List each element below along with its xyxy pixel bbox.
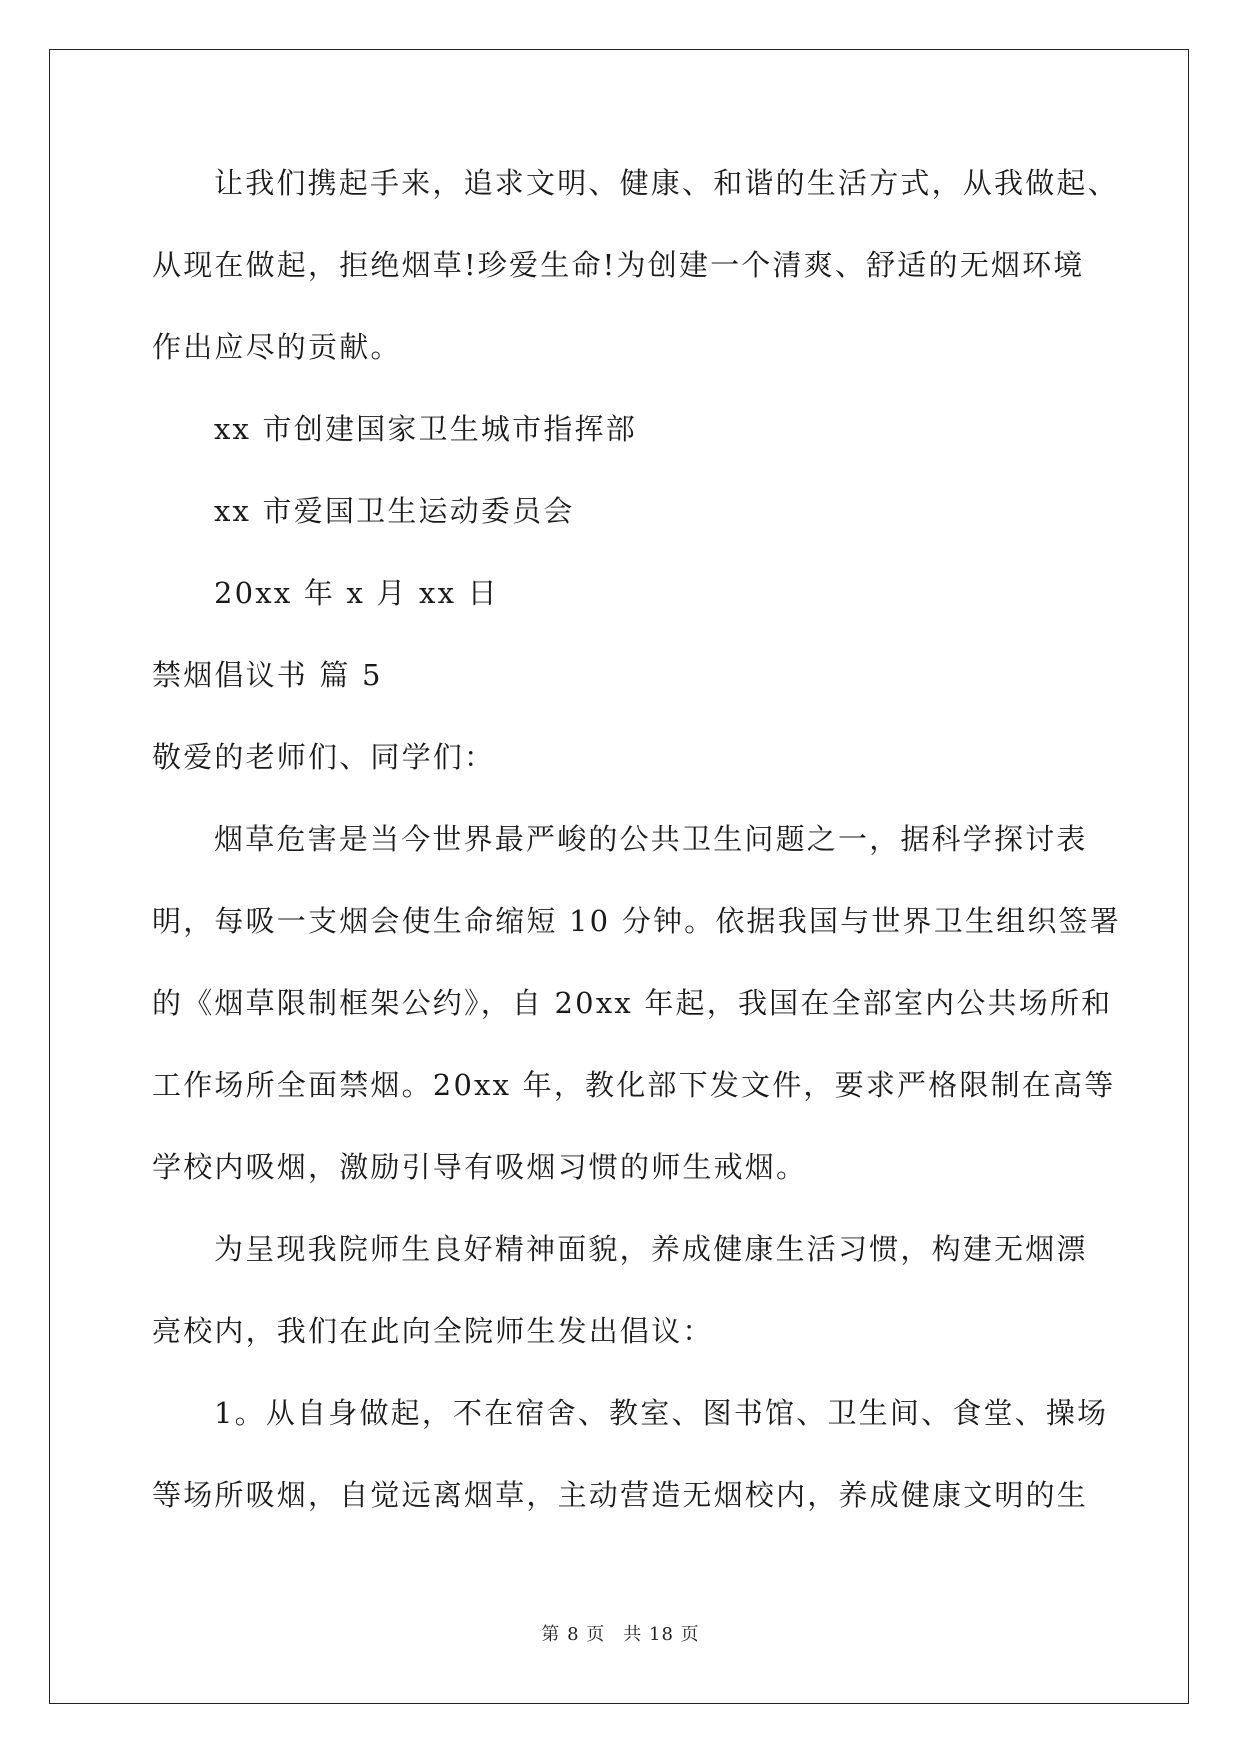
paragraph-line: 的《烟草限制框架公约》，自 20xx 年起，我国在全部室内公共场所和 [152,986,1113,1020]
paragraph-line: 为呈现我院师生良好精神面貌，养成健康生活习惯，构建无烟漂 [214,1232,1088,1266]
signature-line: xx 市创建国家卫生城市指挥部 [214,412,637,446]
paragraph-line: 明，每吸一支烟会使生命缩短 10 分钟。依据我国与世界卫生组织签署 [152,904,1121,938]
signature-line: xx 市爱国卫生运动委员会 [214,494,575,528]
salutation: 敬爱的老师们、同学们： [152,740,496,774]
paragraph-line: 亮校内，我们在此向全院师生发出倡议： [152,1314,714,1348]
section-heading: 禁烟倡议书 篇 5 [152,658,383,692]
paragraph-line: 让我们携起手来，追求文明、健康、和谐的生活方式，从我做起、 [214,166,1119,200]
paragraph-line: 等场所吸烟，自觉远离烟草，主动营造无烟校内，养成健康文明的生 [152,1478,1089,1512]
page-number: 第 8 页 [541,1624,606,1645]
paragraph-line: 1。从自身做起，不在宿舍、教室、图书馆、卫生间、食堂、操场 [214,1396,1109,1430]
paragraph-line: 工作场所全面禁烟。20xx 年，教化部下发文件，要求严格限制在高等 [152,1068,1116,1102]
page-footer [0,1620,1241,1646]
paragraph-line: 烟草危害是当今世界最严峻的公共卫生问题之一，据科学探讨表 [214,822,1088,856]
page-total: 共 18 页 [623,1624,700,1645]
document-body [152,153,1121,1547]
paragraph-line: 学校内吸烟，激励引导有吸烟习惯的师生戒烟。 [152,1150,808,1184]
paragraph-line: 作出应尽的贡献。 [152,330,402,364]
paragraph-line: 从现在做起，拒绝烟草!珍爱生命!为创建一个清爽、舒适的无烟环境 [152,248,1085,282]
date-line: 20xx 年 x 月 xx 日 [214,576,499,610]
